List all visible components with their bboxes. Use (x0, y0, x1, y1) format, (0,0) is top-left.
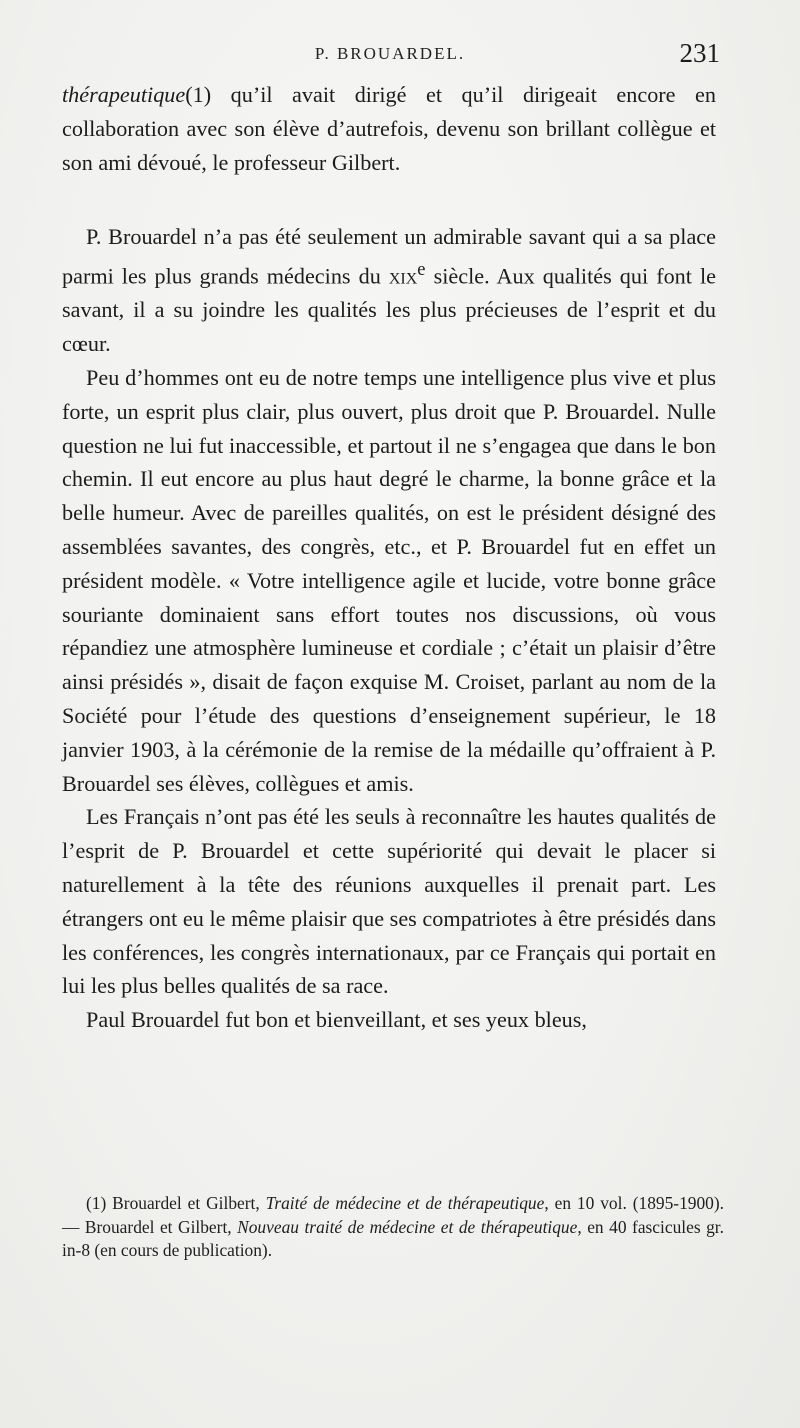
footnote-text: (1) Brouardel et Gilbert, (86, 1193, 266, 1213)
paragraph: Paul Brouardel fut bon et bienveillant, et ses yeux bleus, (86, 1007, 587, 1033)
running-title: P. BROUARDEL. (314, 44, 466, 63)
century-numeral: xix (388, 263, 418, 289)
page-number: 231 (679, 38, 720, 68)
page-header (60, 38, 720, 74)
paragraph-text: P. Brouardel n’a pas été seulement un admirable savant qui a sa place parmi les plus grands médecins du (62, 224, 716, 289)
footnote-text: , en 10 vol. (1895-1900). — Brouardel et Gilbert, (62, 1193, 724, 1237)
paragraph-text: (1) qu’il avait dirigé et qu’il dirigeait encore en collaboration avec son élève d’autrefois, devenu son brillant collègue et son ami dévoué, le professeur Gilbert. (62, 82, 716, 175)
century-superscript: e (417, 260, 426, 281)
footnotes (62, 1192, 724, 1263)
paragraph: Les Français n’ont pas été les seuls à reconnaître les hautes qualités de l’esprit de P. Brouardel et cette supériorité qui devait le placer si naturellement à la tête des réunions auxquelles il prenait part. Les étrangers ont eu le même plaisir que ses compatriotes à être présidés dans les conférences, les congrès internationaux, par ce Français qui portait en lui les plus belles qualités de sa race. (62, 804, 716, 999)
footnote-title: Traité de médecine et de thérapeutique (265, 1193, 545, 1213)
footnote (62, 1192, 724, 1263)
paragraph (62, 220, 716, 361)
italic-term: thérapeutique (62, 82, 186, 107)
footnote-title: Nouveau traité de médecine et de thérapeutique (237, 1216, 578, 1237)
paragraph-text: siècle. Aux qualités qui font le savant, il a su joindre les qualités les plus précieuses de l’esprit et du cœur. (62, 263, 717, 357)
paragraph-continuation (62, 78, 716, 179)
paragraph: Peu d’hommes ont eu de notre temps une intelligence plus vive et plus forte, un esprit plus clair, plus ouvert, plus droit que P. Brouardel. Nulle question ne lui fut inaccessible, et partout il ne s’engagea que dans le bon chemin. Il eut encore au plus haut degré le charme, la bonne grâce et la belle humeur. Avec de pareilles qualités, on est le président désigné des assemblées savantes, des congrès, etc., et P. Brouardel fut en effet un président modèle. « Votre intelligence agile et lucide, votre bonne grâce souriante dominaient sans effort toutes nos discussions, où vous répandiez une atmosphère lumineuse et cordiale ; c’était un plaisir d’être ainsi présidés », disait de façon exquise M. Croiset, parlant au nom de la Société pour l’étude des questions d’enseignement supérieur, le 18 janvier 1903, à la cérémonie de la remise de la médaille qu’offraient à P. Brouardel ses élèves, collègues et amis. (62, 364, 716, 796)
footnote-text: , en 40 fascicules gr. in-8 (en cours de publication). (62, 1216, 724, 1260)
body-text (62, 78, 716, 1037)
